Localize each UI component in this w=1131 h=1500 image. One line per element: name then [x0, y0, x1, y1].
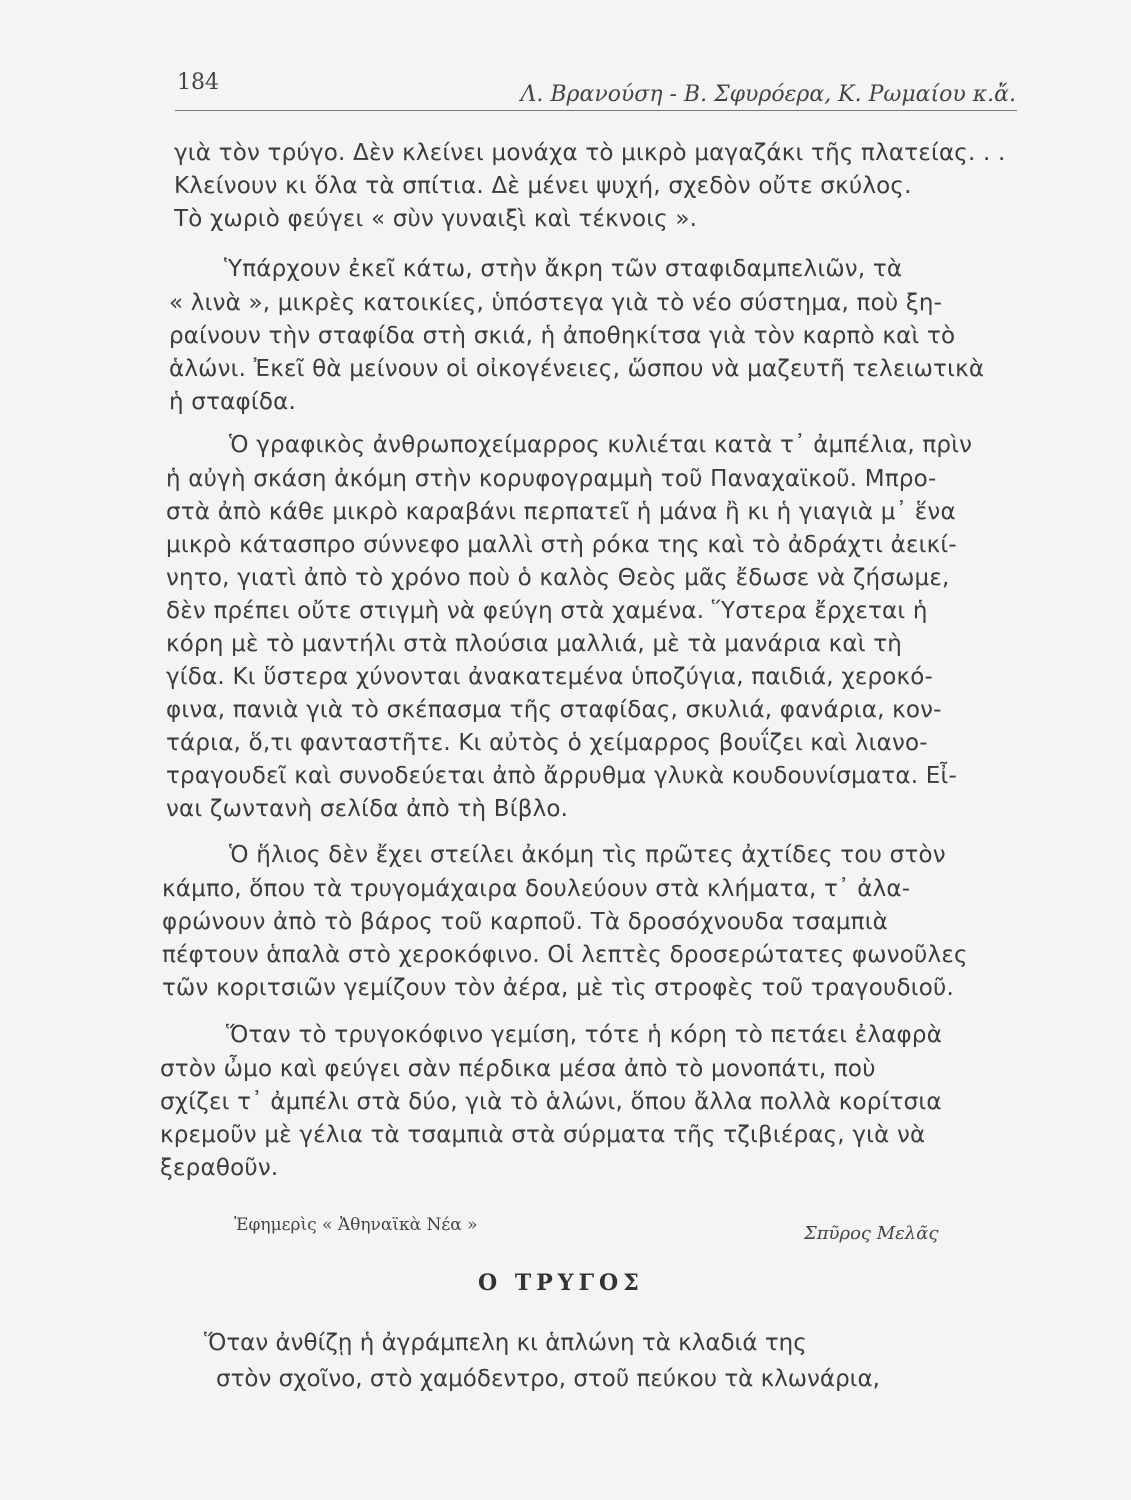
- source-newspaper: Ἐφημερὶς « Ἀθηναϊκὰ Νέα »: [234, 1215, 478, 1235]
- body-line: τραγουδεῖ καὶ συνοδεύεται ἀπὸ ἄρρυθμα γλυκὰ κουδουνίσματα. Εἶ-: [166, 763, 957, 789]
- page-number: 184: [177, 70, 219, 95]
- body-line: Κλείνουν κι ὅλα τὰ σπίτια. Δὲ μένει ψυχή, σχεδὸν οὔτε σκύλος.: [174, 173, 912, 199]
- body-line: κάμπο, ὅπου τὰ τρυγομάχαιρα δουλεύουν στὰ κλήματα, τ᾽ ἀλα-: [162, 876, 911, 902]
- body-line: μικρὸ κάτασπρο σύννεφο μαλλὶ στὴ ρόκα της καὶ τὸ ἀδράχτι ἀεικί-: [166, 532, 957, 558]
- body-line: Τὸ χωριὸ φεύγει « σὺν γυναιξὶ καὶ τέκνοις ».: [174, 206, 698, 232]
- poem-line: στὸν σχοῖνο, στὸ χαμόδεντρο, στοῦ πεύκου τὰ κλωνάρια,: [216, 1366, 880, 1392]
- body-line: φρώνουν ἀπὸ τὸ βάρος τοῦ καρποῦ. Τὰ δροσόχνουδα τσαμπιὰ: [162, 909, 889, 935]
- body-line: « λινὰ », μικρὲς κατοικίες, ὑπόστεγα γιὰ τὸ νέο σύστημα, ποὺ ξη-: [169, 290, 943, 316]
- body-line: ἁλώνι. Ἐκεῖ θὰ μείνουν οἱ οἰκογένειες, ὥσπου νὰ μαζευτῆ τελειωτικὰ: [169, 356, 985, 382]
- body-line: σχίζει τ᾽ ἀμπέλι στὰ δύο, γιὰ τὸ ἁλώνι, ὅπου ἄλλα πολλὰ κορίτσια: [160, 1089, 942, 1115]
- running-head: Λ. Βρανούση - Β. Σφυρόερα, Κ. Ρωμαίου κ.ἄ.: [520, 82, 1016, 107]
- body-line: κόρη μὲ τὸ μαντήλι στὰ πλούσια μαλλιά, μὲ τὰ μανάρια καὶ τὴ: [166, 631, 903, 657]
- body-line: κρεμοῦν μὲ γέλια τὰ τσαμπιὰ στὰ σύρματα τῆς τζιβιέρας, γιὰ νὰ: [160, 1122, 926, 1148]
- body-line: Ὁ ἥλιος δὲν ἔχει στείλει ἀκόμη τὶς πρῶτες ἀχτίδες του στὸν: [229, 842, 946, 868]
- header-rule: [175, 110, 1017, 111]
- body-line: τῶν κοριτσιῶν γεμίζουν τὸν ἀέρα, μὲ τὶς στροφὲς τοῦ τραγουδιοῦ.: [162, 975, 955, 1001]
- body-line: στὰ ἀπὸ κάθε μικρὸ καραβάνι περπατεῖ ἡ μάνα ἢ κι ἡ γιαγιὰ μ᾽ ἕνα: [166, 499, 956, 525]
- body-line: τάρια, ὅ,τι φανταστῆτε. Κι αὐτὸς ὁ χείμαρρος βουΐζει καὶ λιανο-: [166, 730, 928, 756]
- body-line: δὲν πρέπει οὔτε στιγμὴ νὰ φεύγη στὰ χαμένα. Ὕστερα ἔρχεται ἡ: [166, 598, 928, 624]
- body-line: γιὰ τὸν τρύγο. Δὲν κλείνει μονάχα τὸ μικρὸ μαγαζάκι τῆς πλατείας. . .: [174, 140, 1006, 166]
- body-line: γίδα. Κι ὕστερα χύνονται ἀνακατεμένα ὑποζύγια, παιδιά, χεροκό-: [166, 664, 934, 690]
- body-line: ἡ σταφίδα.: [169, 389, 296, 415]
- body-line: ξεραθοῦν.: [160, 1155, 279, 1181]
- poem-line: Ὅταν ἀνθίζῃ ἡ ἀγράμπελη κι ἁπλώνη τὰ κλαδιά της: [204, 1330, 807, 1356]
- body-line: ναι ζωντανὴ σελίδα ἀπὸ τὴ Βίβλο.: [166, 796, 569, 822]
- body-line: πέφτουν ἁπαλὰ στὸ χεροκόφινο. Οἱ λεπτὲς δροσερώτατες φωνοῦλες: [162, 942, 968, 968]
- body-line: ἡ αὐγὴ σκάση ἀκόμη στὴν κορυφογραμμὴ τοῦ Παναχαϊκοῦ. Μπρο-: [166, 466, 937, 492]
- body-line: Ὅταν τὸ τρυγοκόφινο γεμίση, τότε ἡ κόρη τὸ πετάει ἐλαφρὰ: [226, 1022, 943, 1048]
- author-name: Σπῦρος Μελᾶς: [804, 1223, 939, 1244]
- body-line: φινα, πανιὰ γιὰ τὸ σκέπασμα τῆς σταφίδας, σκυλιά, φανάρια, κον-: [166, 697, 942, 723]
- body-line: Ὁ γραφικὸς ἀνθρωποχείμαρρος κυλιέται κατὰ τ᾽ ἀμπέλια, πρὶν: [229, 432, 973, 458]
- body-line: στὸν ὦμο καὶ φεύγει σὰν πέρδικα μέσα ἀπὸ τὸ μονοπάτι, ποὺ: [160, 1056, 876, 1082]
- body-line: νητο, γιατὶ ἀπὸ τὸ χρόνο ποὺ ὁ καλὸς Θεὸς μᾶς ἔδωσε νὰ ζήσωμε,: [166, 565, 950, 591]
- section-title: Ο ΤΡΥΓΟΣ: [478, 1270, 644, 1296]
- body-line: Ὑπάρχουν ἐκεῖ κάτω, στὴν ἄκρη τῶν σταφιδαμπελιῶν, τὰ: [224, 256, 903, 282]
- body-line: ραίνουν τὴν σταφίδα στὴ σκιά, ἡ ἀποθηκίτσα γιὰ τὸν καρπὸ καὶ τὸ: [169, 323, 956, 349]
